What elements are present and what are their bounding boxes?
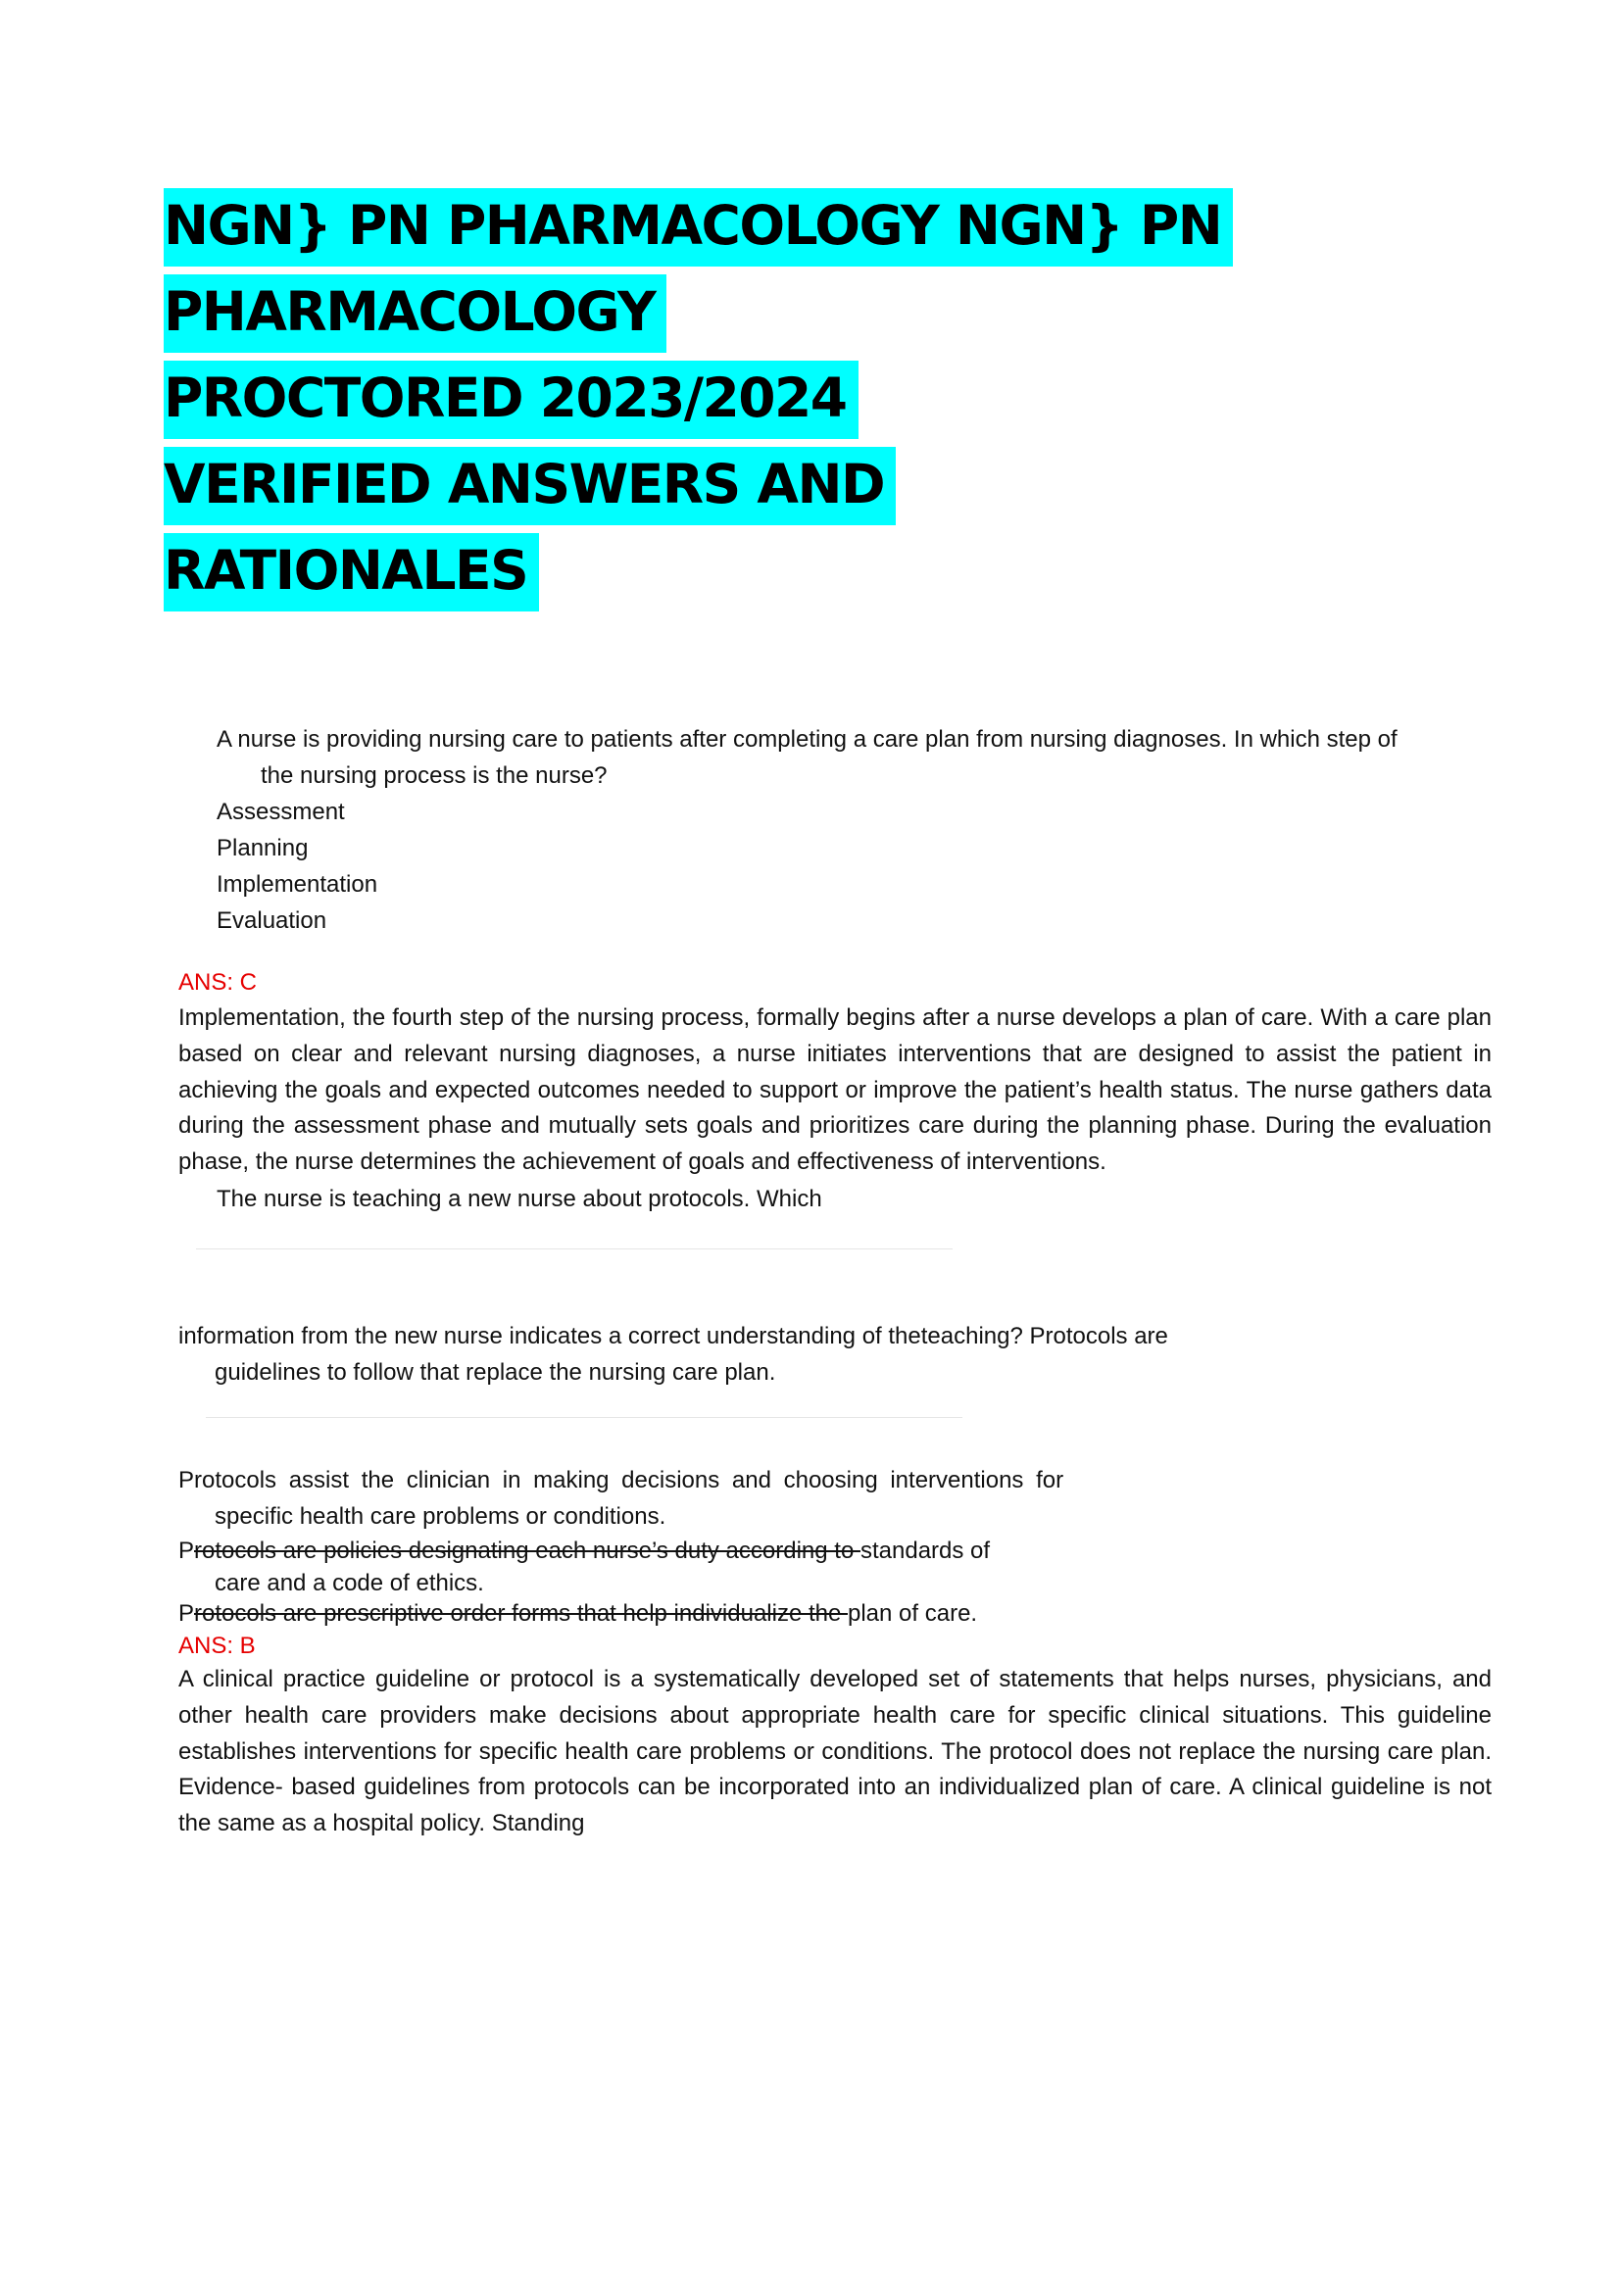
question-1-stem-line-2: the nursing process is the nurse? <box>261 762 608 789</box>
question-1-option: Evaluation <box>217 907 327 934</box>
document-title <box>164 182 1233 613</box>
question-2-option: Protocols are prescriptive order forms that help individualize the plan of care. <box>178 1600 978 1627</box>
question-1-option: Planning <box>217 835 309 861</box>
question-2-option: Protocols are policies designating each nurse’s duty according to standards of <box>178 1538 991 1564</box>
question-2-stem-line-2: information from the new nurse indicates a correct understanding of theteaching? Protocols are <box>178 1323 1168 1349</box>
title-line-3: PROCTORED 2023/2024 <box>164 355 1233 441</box>
question-1-answer: ANS: C <box>178 969 258 996</box>
title-line-4: VERIFIED ANSWERS AND <box>164 441 1233 527</box>
divider <box>196 1248 953 1249</box>
divider <box>206 1417 962 1418</box>
question-1-rationale: Implementation, the fourth step of the nursing process, formally begins after a nurse develops a plan of care. With a care plan based on clear and relevant nursing diagnoses, a nurse initiates interventions that are designed to assist the patient in achieving the goals and expected outcomes needed to support or improve the patient’s health status. The nurse gathers data during the assessment phase and mutually sets goals and prioritizes care during the planning phase. During the evaluation phase, the nurse determines the achievement of goals and effectiveness of interventions. <box>178 1004 1492 1176</box>
question-2-rationale: A clinical practice guideline or protocol is a systematically developed set of statements that helps nurses, physicians, and other health care providers make decisions about appropriate health care for specific clinical situations. This guideline establishes interventions for specific health care problems or conditions. The protocol does not replace the nursing care plan. Evidence- based guidelines from protocols can be incorporated into an individualized plan of care. A clinical guideline is not the same as a hospital policy. Standing <box>178 1666 1492 1837</box>
question-2-option: Protocols assist the clinician in making decisions and choosing interventions for <box>178 1467 1064 1493</box>
question-1-option: Assessment <box>217 799 345 825</box>
title-line-1: NGN} PN PHARMACOLOGY NGN} PN <box>164 182 1233 269</box>
question-1-option: Implementation <box>217 871 378 898</box>
title-line-5: RATIONALES <box>164 527 1233 613</box>
question-2-answer: ANS: B <box>178 1633 256 1659</box>
question-2-stem-line-1: The nurse is teaching a new nurse about protocols. Which <box>217 1186 822 1212</box>
question-2-option: specific health care problems or conditions. <box>215 1503 666 1530</box>
question-1-stem-line-1: A nurse is providing nursing care to patients after completing a care plan from nursing diagnoses. In which step of <box>217 726 1398 753</box>
title-line-2: PHARMACOLOGY <box>164 269 1233 355</box>
question-2-option: care and a code of ethics. <box>215 1570 484 1596</box>
question-2-stem-line-3: guidelines to follow that replace the nursing care plan. <box>215 1359 776 1386</box>
